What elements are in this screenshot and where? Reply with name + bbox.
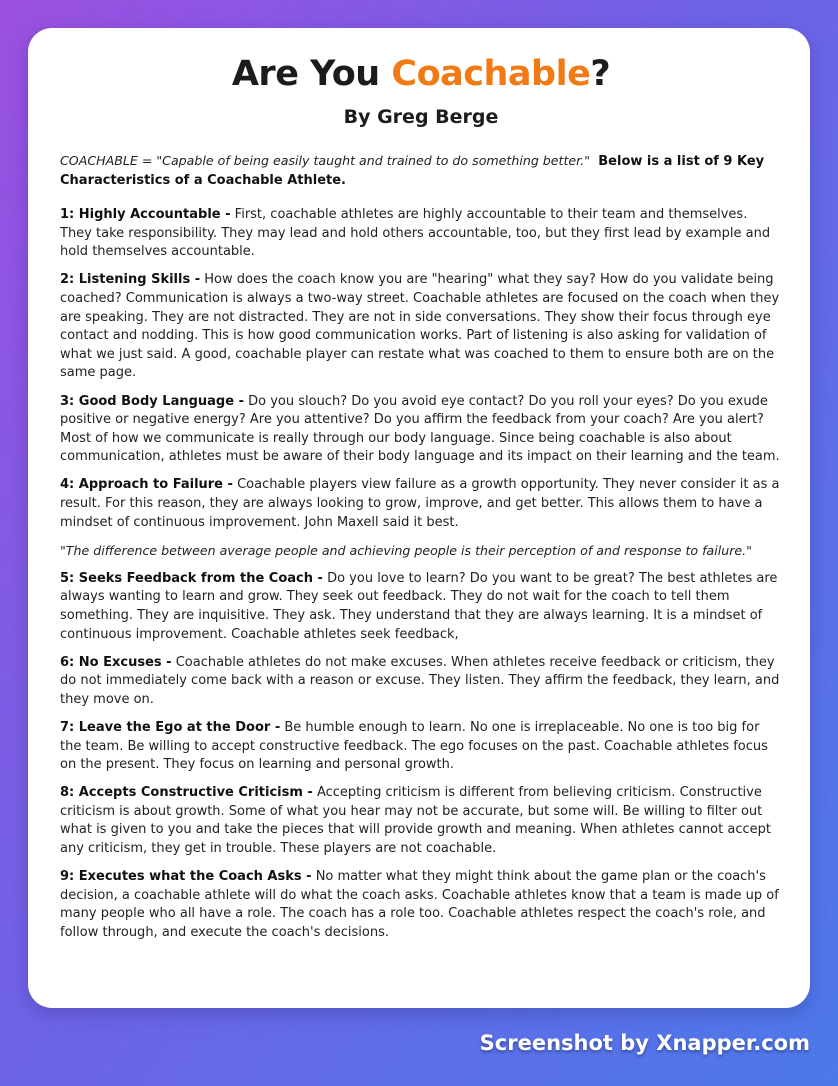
article-body: [60, 152, 782, 942]
item-heading: 3: Good Body Language -: [60, 393, 244, 409]
list-item: [60, 719, 782, 775]
list-item: [60, 393, 782, 467]
list-item: [60, 868, 782, 942]
definition-text: COACHABLE = "Capable of being easily taught and trained to do something better.": [60, 153, 590, 168]
page-title: [60, 50, 782, 98]
item-body: Do you love to learn? Do you want to be great? The best athletes are always wanting to learn and grow. They seek out feedback. They do not wait for the coach to tell them something. They are inquisitive. They ask. They understand that they are always learning. It is a mindset of continuous improvement. Coachable athletes seek feedback,: [60, 570, 778, 642]
item-heading: 1: Highly Accountable -: [60, 207, 231, 223]
list-item: [60, 570, 782, 644]
item-body: No matter what they might think about the game plan or the coach's decision, a coachable athlete will do what the coach asks. Coachable athletes know that a team is made up of many people who all have a role. The coach has a role too. Coachable athletes respect the coach's role, and follow through, and execute the coach's decisions.: [60, 869, 779, 940]
item-heading: 7: Leave the Ego at the Door -: [60, 719, 281, 735]
watermark: Screenshot by Xnapper.com: [479, 1031, 810, 1055]
author-byline: By Greg Berge: [343, 106, 499, 128]
intro-paragraph: [60, 152, 782, 190]
list-item: [60, 654, 782, 710]
item-body: Accepting criticism is different from believing criticism. Constructive criticism is about growth. Some of what you hear may not be accurate, but some will. Be willing to filter out what is given to you and take the pieces that will provide growth and meaning. When athletes cannot accept any criticism, they get in trouble. These players are not coachable.: [60, 785, 771, 856]
title-suffix: ?: [590, 54, 611, 94]
item-heading: 6: No Excuses -: [60, 654, 172, 670]
item-body: Coachable players view failure as a growth opportunity. They never consider it as a result. For this reason, they are always looking to grow, improve, and get better. This allows them to have a mindset of continuous improvement. John Maxell said it best.: [60, 477, 780, 530]
intro-summary: Below is a list of 9 Key Characteristics of a Coachable Athlete.: [60, 154, 765, 188]
quote: "The difference between average people and achieving people is their perception of and response to failure.": [60, 542, 752, 558]
list-item: [60, 784, 782, 858]
item-body: First, coachable athletes are highly accountable to their team and themselves. They take responsibility. They may lead and hold others accountable, too, but they first lead by example and hold themselves accountable.: [60, 207, 771, 260]
item-heading: 4: Approach to Failure -: [60, 477, 233, 493]
article-card: [28, 28, 810, 1008]
item-heading: 9: Executes what the Coach Asks -: [60, 869, 312, 885]
item-heading: 5: Seeks Feedback from the Coach -: [60, 570, 323, 586]
item-body: Be humble enough to learn. No one is irreplaceable. No one is too big for the team. Be willing to accept constructive feedback. The ego focuses on the past. Coachable athletes focus on the present. They focus on learning and personal growth.: [60, 719, 768, 773]
item-heading: 2: Listening Skills -: [60, 272, 201, 288]
item-body: Do you slouch? Do you avoid eye contact? Do you roll your eyes? Do you exude positive or negative energy? Are you attentive? Do you affirm the feedback from your coach? Are you alert? Most of how we communicate is really through our body language. Since being coachable is also about communication, athletes must be aware of their body language and its impact on their learning and the team.: [60, 393, 780, 465]
item-body: How does the coach know you are "hearing" what they say? How do you validate being coached? Communication is always a two-way street. Coachable athletes are focused on the coach when they are speaking. They are not distracted. They are not in side conversations. They show their focus through eye contact and nodding. This is how good communication works. Part of listening is also asking for validation of what we just said. A good, coachable player can restate what was coached to them to ensure both are on the same page.: [60, 272, 780, 381]
title-prefix: Are You: [231, 54, 392, 94]
list-item: [60, 271, 782, 383]
item-heading: 8: Accepts Constructive Criticism -: [60, 785, 313, 801]
title-highlight: Coachable: [391, 54, 591, 94]
list-item: [60, 206, 782, 262]
list-item: [60, 476, 782, 532]
item-body: Coachable athletes do not make excuses. When athletes receive feedback or criticism, they do not immediately come back with a reason or excuse. They listen. They affirm the feedback, they learn, and they move on.: [60, 654, 780, 707]
